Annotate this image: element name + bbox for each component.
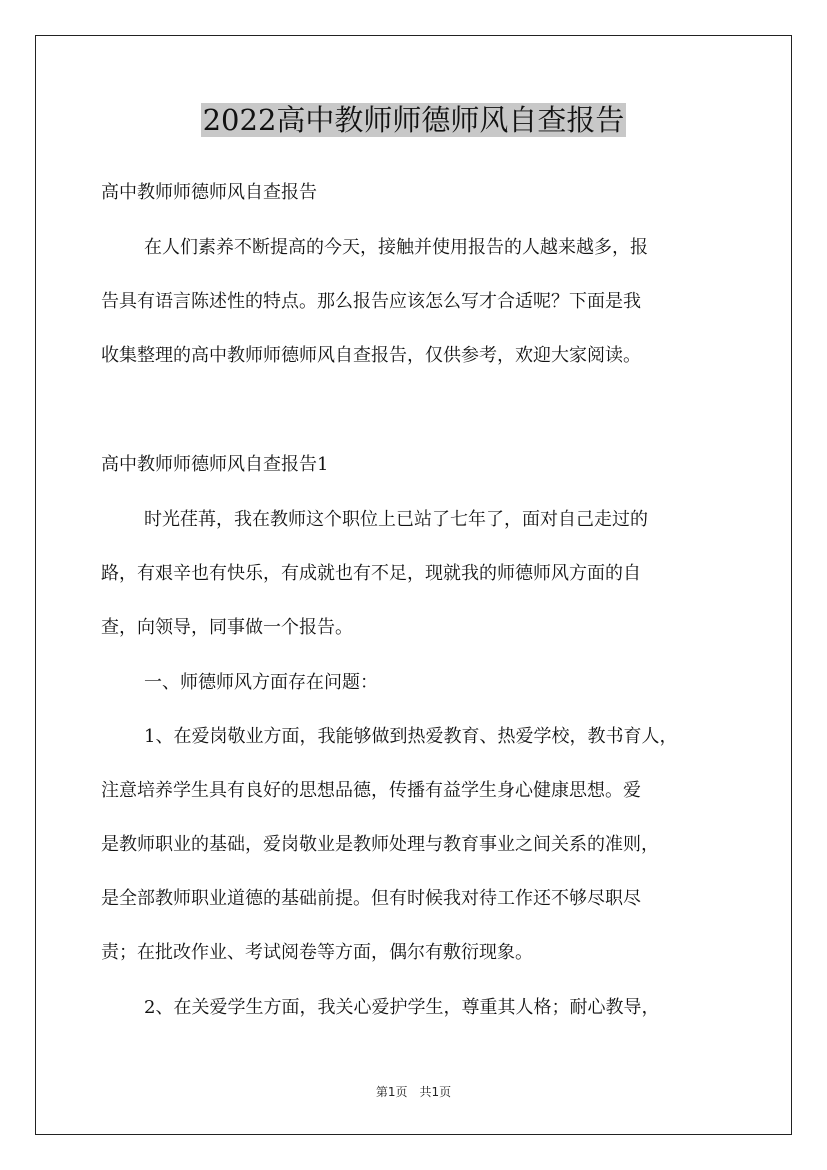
section-paragraph-line-2: 路，有艰辛也有快乐，有成就也有不足，现就我的师德师风方面的自: [101, 563, 641, 584]
item1-line-4: 是全部教师职业道德的基础前提。但有时候我对待工作还不够尽职尽: [101, 888, 641, 909]
intro-line-3: 收集整理的高中教师师德师风自查报告，仅供参考，欢迎大家阅读。: [101, 345, 641, 366]
document-title-text: 2022高中教师师德师风自查报告: [202, 103, 625, 137]
item2-line-1: 2、在关爱学生方面，我关心爱护学生，尊重其人格；耐心教导，: [144, 997, 660, 1018]
document-subtitle: 高中教师师德师风自查报告: [101, 182, 317, 203]
intro-line-1: 在人们素养不断提高的今天，接触并使用报告的人越来越多，报: [144, 237, 648, 258]
item1-line-1: 1、在爱岗敬业方面，我能够做到热爱教育、热爱学校，教书育人，: [144, 726, 678, 747]
section-paragraph-line-3: 查，向领导，同事做一个报告。: [101, 617, 353, 638]
document-title: [0, 100, 827, 140]
intro-line-2: 告具有语言陈述性的特点。那么报告应该怎么写才合适呢？下面是我: [101, 291, 641, 312]
section-heading: 高中教师师德师风自查报告1: [101, 454, 329, 475]
item1-line-3: 是教师职业的基础，爱岗敬业是教师处理与教育事业之间关系的准则，: [101, 834, 659, 855]
item1-line-2: 注意培养学生具有良好的思想品德，传播有益学生身心健康思想。爱: [101, 780, 641, 801]
item1-line-5: 责；在批改作业、考试阅卷等方面，偶尔有敷衍现象。: [101, 942, 533, 963]
section-paragraph-line-1: 时光荏苒，我在教师这个职位上已站了七年了，面对自己走过的: [144, 509, 648, 530]
page-number: 第1页 共1页: [375, 1085, 452, 1099]
problems-heading: 一、师德师风方面存在问题：: [144, 672, 378, 693]
